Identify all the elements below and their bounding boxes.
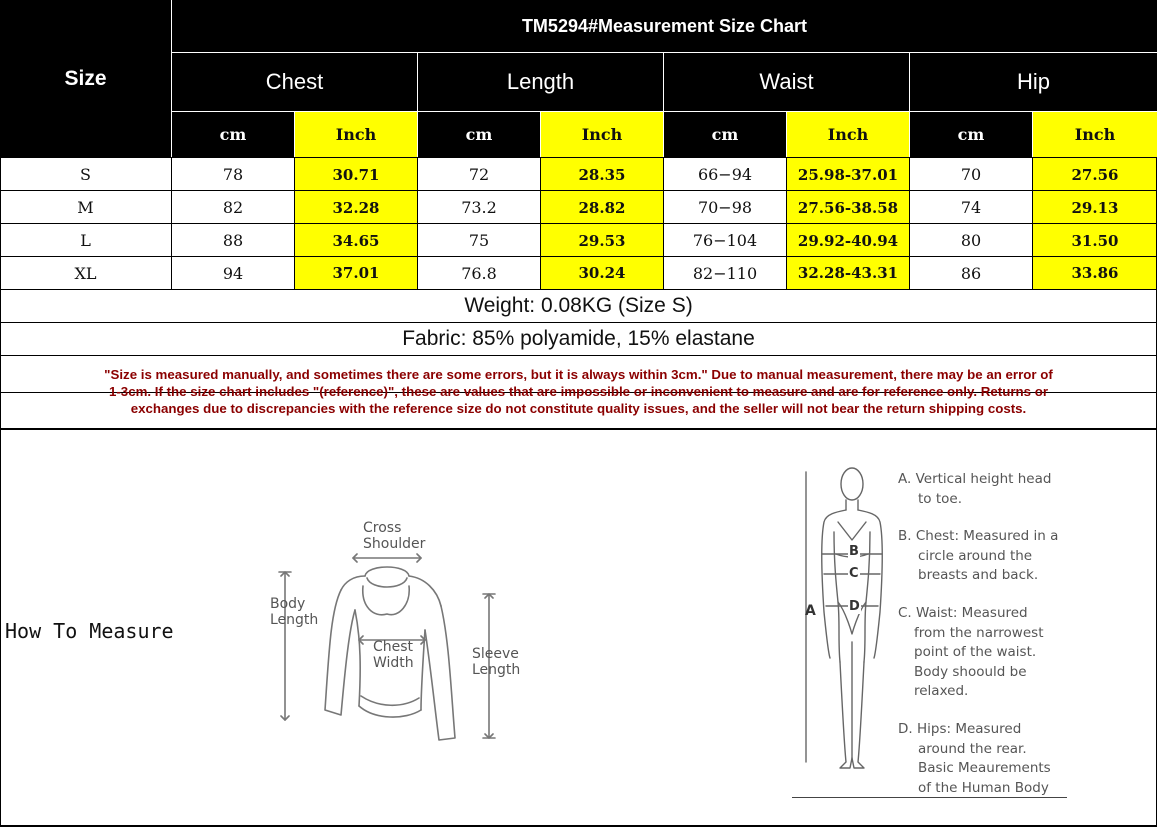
table-cell: 27.56 [1071,165,1119,184]
unit-inch-hip: Inch [1033,112,1157,157]
table-cell: 72 [468,165,490,184]
marker-a: A [805,603,816,619]
grid-line [540,158,541,289]
unit-cm-length: cm [418,112,540,157]
unit-cm-chest: cm [172,112,294,157]
grid-line [0,223,1157,224]
table-cell: 27.56-38.58 [797,198,899,217]
marker-c: C [849,566,859,581]
desc-d: D. Hips: Measured around the rear. Basic Meaurements of the Human Body [898,721,1051,796]
disclaimer-line: "Size is measured manually, and sometimes there are some errors, but it is always within 3cm." Due to manual measurement, there may be an error of [104,367,1053,382]
section-divider [0,428,1157,430]
grid-line [0,157,1157,158]
table-cell: 82−110 [692,263,758,283]
table-row-size: S [80,165,91,184]
table-cell: 76−104 [692,231,758,250]
outer-border [0,157,1,827]
size-header-label: Size [64,66,107,90]
table-row-size: XL [74,263,97,283]
figure-underline [792,797,1067,798]
table-cell: 66−94 [697,165,753,184]
col-header-length: Length [418,53,663,111]
table-cell: 86 [960,263,982,283]
table-cell: 31.50 [1071,231,1119,250]
desc-b: B. Chest: Measured in a circle around the breasts and back. [898,528,1059,583]
table-cell: 32.28 [332,198,380,217]
unit-inch-chest: Inch [295,112,417,157]
table-cell: 29.92-40.94 [797,231,899,250]
grid-line [0,355,1157,356]
table-cell: 88 [222,231,244,250]
label-chest-width: Chest Width [373,639,414,671]
label-cross-shoulder: Cross Shoulder [363,520,426,552]
fabric-row [0,323,1157,355]
table-cell: 30.24 [578,264,626,282]
table-cell: 74 [960,198,982,217]
table-cell: 28.82 [578,198,626,217]
weight-text: Weight: 0.08KG (Size S) [464,294,693,317]
grid-line [1032,158,1033,289]
disclaimer [10,366,1147,417]
table-cell: 30.71 [332,165,380,184]
grid-line [0,190,1157,191]
grid-line [417,158,418,289]
fabric-text: Fabric: 85% polyamide, 15% elastane [402,327,755,350]
grid-line [909,158,910,289]
disclaimer-line: exchanges due to discrepancies with the reference size do not constitute quality issues, and the seller will not bear the return shipping costs. [130,401,1027,416]
unit-cm-hip: cm [910,112,1032,157]
unit-inch-waist: Inch [787,112,909,157]
size-header [0,0,171,157]
label-body-length: Body Length [270,596,319,628]
grid-line [786,158,787,289]
desc-a: A. Vertical height head to toe. [898,471,1052,507]
body-figure [800,462,900,782]
marker-d: D [849,599,860,614]
table-cell: 82 [222,198,244,217]
table-cell: 80 [960,231,982,250]
weight-row [0,290,1157,322]
unit-inch-length: Inch [541,112,663,157]
table-row-size: M [77,198,94,217]
table-cell: 29.13 [1071,198,1119,217]
chart-title [172,0,1157,52]
table-cell: 29.53 [578,231,626,250]
grid-line [663,158,664,289]
table-cell: 32.28-43.31 [797,264,899,282]
table-cell: 28.35 [578,165,626,184]
unit-cm-waist: cm [664,112,786,157]
label-sleeve-length: Sleeve Length [472,646,521,678]
col-header-hip: Hip [910,53,1157,111]
table-cell: 75 [468,231,490,250]
table-cell: 37.01 [332,264,380,282]
col-header-chest: Chest [172,53,417,111]
table-cell: 76.8 [461,263,497,283]
col-header-waist: Waist [664,53,909,111]
grid-line [0,256,1157,257]
grid-line [294,158,295,289]
table-cell: 33.86 [1071,264,1119,282]
table-cell: 94 [222,263,244,283]
table-cell: 25.98-37.01 [797,165,899,184]
marker-b: B [849,544,859,559]
disclaimer-line: 1-3cm. If the size chart includes "(reference)", these are values that are impossible or inconvenient to measure and are for reference only. Returns or [108,384,1049,399]
table-cell: 34.65 [332,231,380,250]
table-cell: 70−98 [697,198,753,217]
table-row-size: L [80,231,91,250]
table-cell: 73.2 [461,198,497,217]
table-cell: 70 [960,165,982,184]
grid-line [171,158,172,289]
chart-title-text: TM5294#Measurement Size Chart [521,15,808,36]
desc-c: C. Waist: Measured from the narrowest point of the waist. Body shoould be relaxed. [898,605,1044,699]
table-cell: 78 [222,165,244,184]
how-to-measure-label: How To Measure [5,619,174,643]
